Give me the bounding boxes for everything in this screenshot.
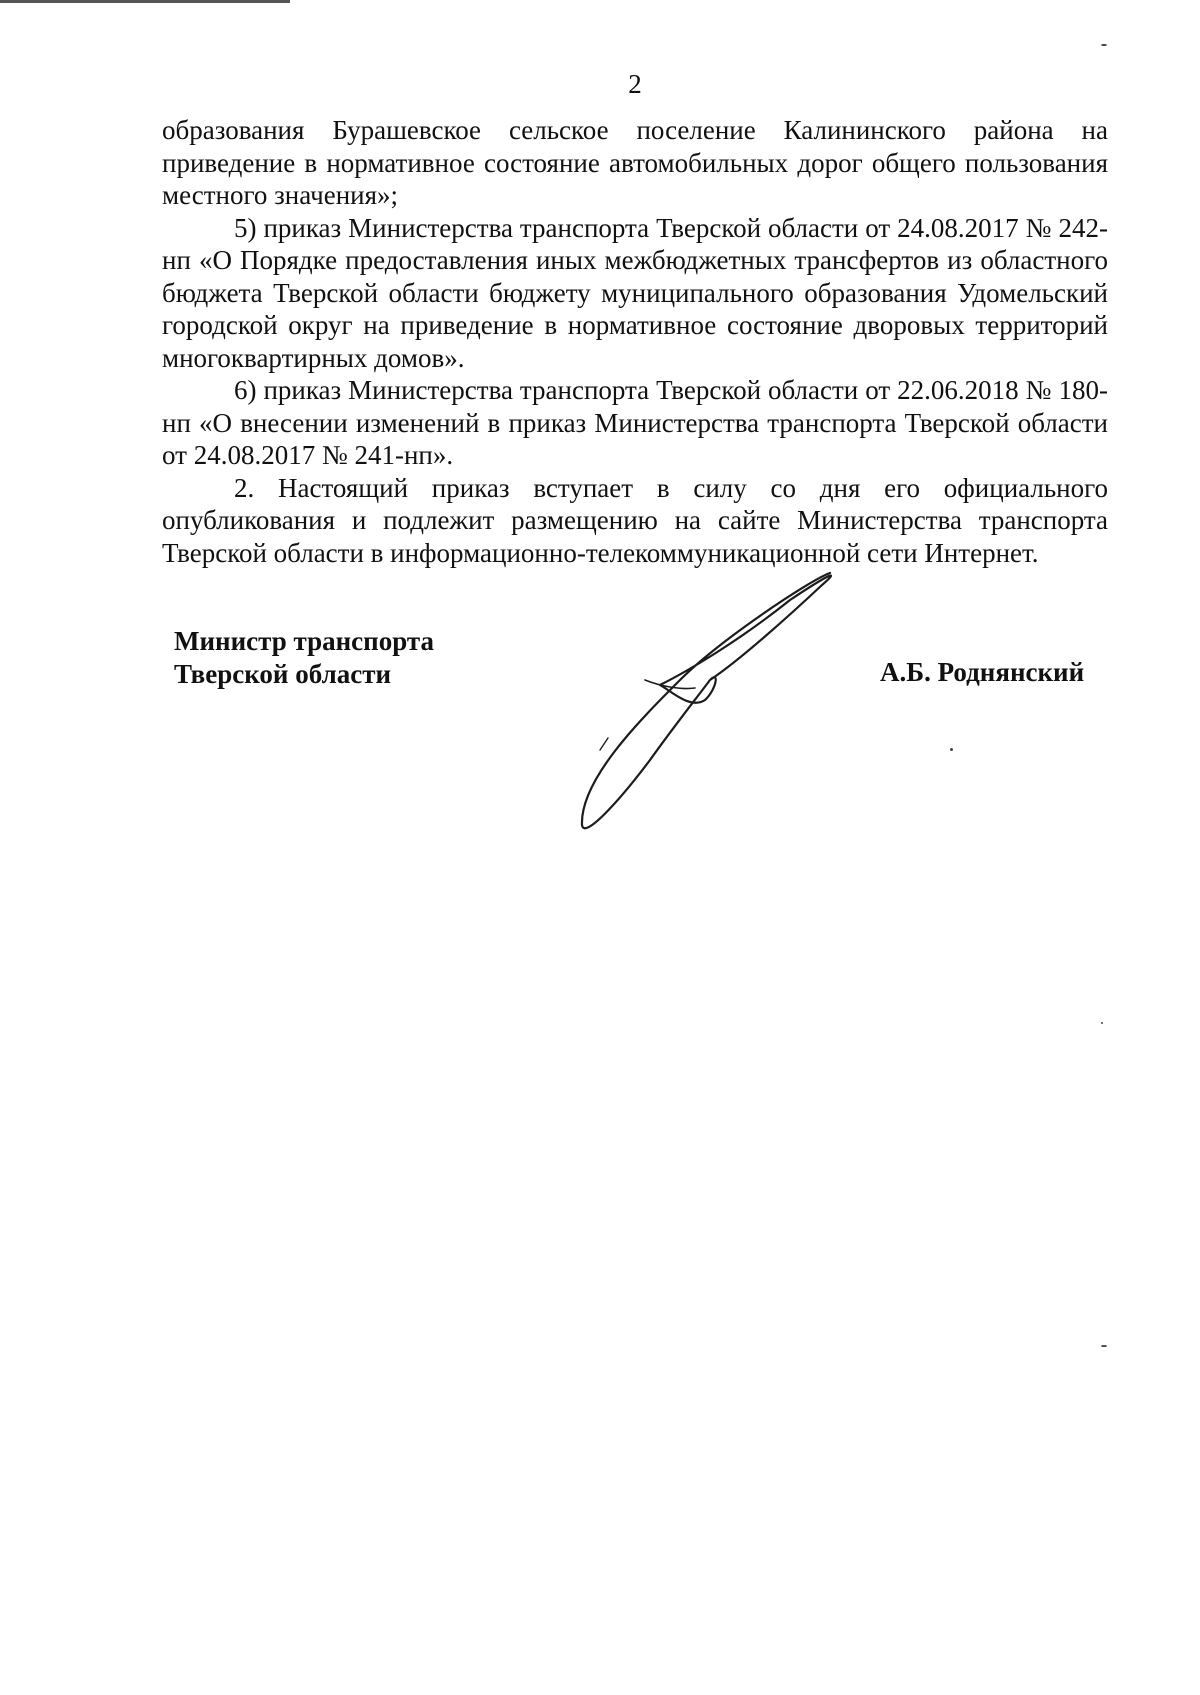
- signatory-position: [174, 625, 434, 691]
- paragraph-continuation: образования Бурашевское сельское поселение Калининского района на приведение в нормативное состояние автомобильных дорог общего пользования местного значения»;: [162, 115, 1108, 210]
- handwritten-signature: [560, 570, 860, 840]
- scan-speck: [950, 748, 953, 751]
- scan-edge-mark: [0, 0, 290, 3]
- scan-speck: [1101, 1022, 1103, 1024]
- paragraph-clause-2: 2. Настоящий приказ вступает в силу со дня его официального опубликования и подлежит размещению на сайте Министерства транспорта Тверской области в информационно-телекоммуникационной сети Интернет.: [162, 472, 1108, 568]
- scan-speck: [1101, 44, 1107, 46]
- signatory-position-line-1: Министр транспорта: [174, 626, 434, 656]
- signatory-name: А.Б. Роднянский: [880, 657, 1085, 687]
- paragraph-item-5: 5) приказ Министерства транспорта Тверской области от 24.08.2017 № 242-нп «О Порядке предоставления иных межбюджетных трансфертов из областного бюджета Тверской области бюджету муниципального образования Удомельский городской округ на приведение в нормативное состояние дворовых территорий многоквартирных домов».: [162, 212, 1108, 373]
- scan-speck: [1101, 1345, 1107, 1347]
- paragraph-item-6: 6) приказ Министерства транспорта Тверской области от 22.06.2018 № 180-нп «О внесении изменений в приказ Министерства транспорта Тверской области от 24.08.2017 № 241-нп».: [162, 375, 1108, 470]
- signatory-position-line-2: Тверской области: [174, 659, 392, 689]
- page-number: 2: [628, 69, 642, 99]
- document-body: [162, 114, 1108, 569]
